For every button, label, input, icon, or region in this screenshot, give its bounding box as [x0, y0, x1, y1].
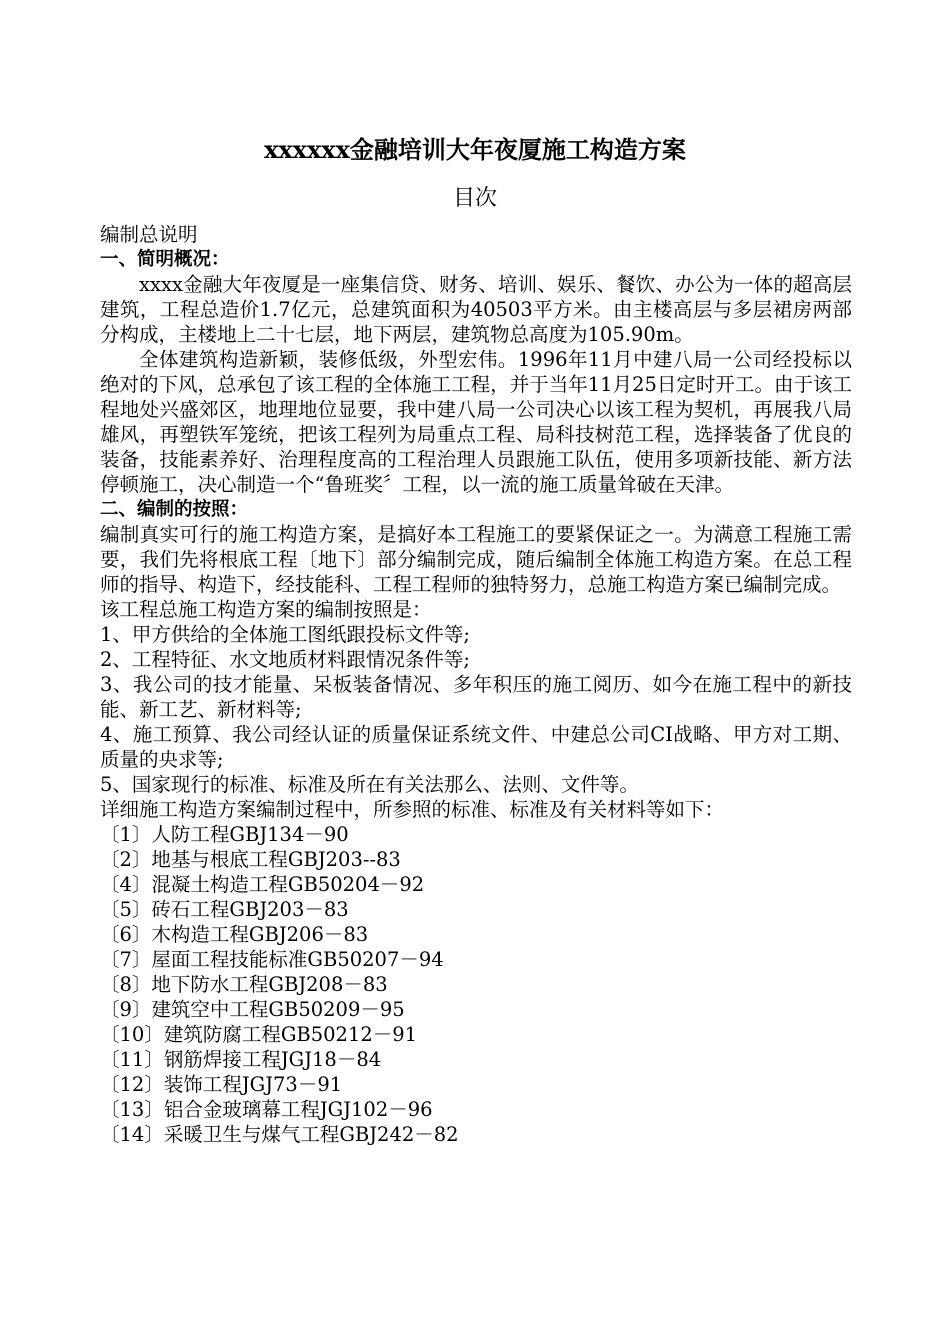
list-item: 〔11〕钢筋焊接工程JGJ18－84 [100, 1048, 382, 1071]
list-item: 〔14〕采暖卫生与煤气工程GBJ242－82 [100, 1123, 459, 1146]
list-item: 〔9〕建筑空中工程GB50209－95 [100, 998, 405, 1021]
list-item: 2、工程特征、水文地质材料跟情况条件等; [100, 648, 470, 671]
subsection-heading-overview: 一、简明概况： [100, 249, 230, 270]
basis-paragraph: 编制真实可行的施工构造方案，是搞好本工程施工的要紧保证之一。为满意工程施工需要，我们先将根底工程〔地下〕部分编制完成，随后编制全体施工构造方案。在总工程师的指导、构造下，经技能科、工程工程师的独特努力，总施工构造方案已编制完成。 [100, 523, 852, 596]
overview-paragraph-1: xxxx金融大年夜厦是一座集信贷、财务、培训、娱乐、餐饮、办公为一体的超高层建筑，工程总造价1.7亿元，总建筑面积为40503平方米。由主楼高层与多层裙房两部分构成，主楼地上二十七层，地下两层，建筑物总高度为105.90m。 [100, 273, 852, 346]
list-item: 1、甲方供给的全体施工图纸跟投标文件等; [100, 623, 470, 646]
toc-heading: 目次 [452, 186, 497, 211]
list-item: 〔10〕建筑防腐工程GB50212－91 [100, 1023, 418, 1046]
list-item: 5、国家现行的标准、标准及所在有关法那么、法则、文件等。 [100, 773, 639, 796]
list-item: 3、我公司的技才能量、呆板装备情况、多年积压的施工阅历、如今在施工程中的新技能、新工艺、新材料等; [100, 673, 852, 721]
standards-list [100, 822, 852, 1147]
list-item: 〔6〕木构造工程GBJ206－83 [100, 923, 369, 946]
list-item: 〔4〕混凝土构造工程GB50204－92 [100, 873, 425, 896]
list-item: 〔12〕装饰工程JGJ73－91 [100, 1073, 343, 1096]
document-body [100, 222, 852, 1147]
list-item: 〔8〕地下防水工程GBJ208－83 [100, 973, 388, 996]
subsection-heading-basis: 二、编制的按照： [100, 499, 249, 520]
list-item: 〔1〕人防工程GBJ134－90 [100, 823, 349, 846]
standards-intro: 详细施工构造方案编制过程中，所参照的标准、标准及有关材料等如下： [100, 798, 725, 821]
list-item: 〔13〕铝合金玻璃幕工程JGJ102－96 [100, 1098, 433, 1121]
list-item: 〔2〕地基与根底工程GBJ203--83 [100, 848, 401, 871]
list-item: 〔5〕砖石工程GBJ203－83 [100, 898, 349, 921]
document-title: xxxxxx金融培训大年夜厦施工构造方案 [264, 135, 686, 164]
basis-intro: 该工程总施工构造方案的编制按照是： [100, 598, 432, 621]
section-heading: 编制总说明 [100, 223, 198, 246]
overview-paragraph-2: 全体建筑构造新颖，装修低级，外型宏伟。1996年11月中建八局一公司经投标以绝对的下风，总承包了该工程的全体施工工程，并于当年11月25日定时开工。由于该工程地处兴盛郊区，地理地位显要，我中建八局一公司决心以该工程为契机，再展我八局雄风，再塑铁军笼统，把该工程列为局重点工程、局科技树范工程，选择装备了优良的装备，技能素养好、治理程度高的工程治理人员跟施工队伍，使用多项新技能、新方法停顿施工，决心制造一个“鲁班奖〞工程，以一流的施工质量耸破在天津。 [100, 348, 852, 496]
list-item: 〔7〕屋面工程技能标准GB50207－94 [100, 948, 444, 971]
basis-list [100, 622, 852, 797]
list-item: 4、施工预算、我公司经认证的质量保证系统文件、中建总公司CI战略、甲方对工期、质量的央求等; [100, 723, 852, 771]
